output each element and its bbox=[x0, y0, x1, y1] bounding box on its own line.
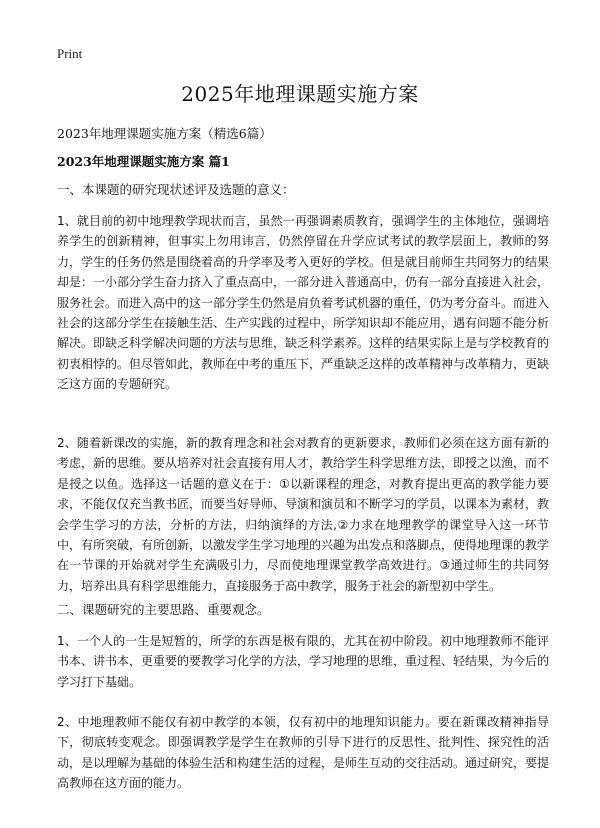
section-2-title: 二、课题研究的主要思路、重要观念。 bbox=[57, 602, 270, 617]
article-heading: 2023年地理课题实施方案 篇1 bbox=[57, 154, 230, 169]
paragraph-4: 2、中地理教师不能仅有初中教学的本领，仅有初中的地理知识能力。要在新课改精神指导下，彻底转变观念。即强调教学是学生在教师的引导下进行的反思性、批判性、探究性的活动，是以理解为基础的体验生活和构建生活的过程，是师生互动的交往活动。通过研究，要提高教师在这方面的能力。 bbox=[57, 715, 550, 791]
document-title: 2025年地理课题实施方案 bbox=[181, 82, 419, 106]
paragraph-2: 2、随着新课改的实施，新的教育理念和社会对教育的更新要求，教师们必须在这方面有新的考虑，新的思维。要从培养对社会直接有用人才，教给学生科学思维方法，即授之以渔，而不是授之以鱼。选择这一话题的意义在于：①以新课程的理念，对教育提出更高的教学能力要求，不能仅仅充当教书匠，而要当好导师、导演和演员和不断学习的学员，以课本为素材，教会学生学习的方法，分析的方法，归纳演绎的方法,②力求在地理教学的课堂导入这一环节中，有所突破，有所创新，以激发学生学习地理的兴趣为出发点和落脚点，使得地理课的教学在一节课的开始就对学生充满吸引力，尽而使地理课堂教学高效进行。③通过师生的共同努力，培养出具有科学思维能力，直接服务于高中教学，服务于社会的新型初中学生。 bbox=[57, 436, 550, 593]
print-link[interactable]: Print bbox=[57, 46, 83, 61]
paragraph-3: 1、一个人的一生是短暂的，所学的东西是极有限的，尤其在初中阶段。初中地理教师不能评书本、讲书本，更重要的要教学习化学的方法，学习地理的思维，重过程、轻结果，为今后的学习打下基础。 bbox=[57, 634, 550, 689]
paragraph-1: 1、就目前的初中地理教学现状而言，虽然一再强调素质教育，强调学生的主体地位，强调培养学生的创新精神，但事实上勿用讳言，仍然停留在升学应试考试的教学层面上，教师的努力，学生的任务仍然是围绕着高的升学率及考入更好的学校。但是就目前师生共同努力的结果却是：一小部分学生奋力挤入了重点高中，一部分进入普通高中，仍有一部分直接进入社会，服务社会。而进入高中的这一部分学生仍然是肩负着考试机器的重任，仍为考分奋斗。而进入社会的这部分学生在接触生活、生产实践的过程中，所学知识却不能应用，遇有问题不能分析解决。即缺乏科学解决问题的方法与思维，缺乏科学素养。这样的结果实际上是与学校教育的初衷相悖的。但尽管如此，教师在中考的重压下，严重缺乏这样的改革精神与改革精力，更缺乏这方面的专题研究。 bbox=[57, 214, 550, 392]
document-subtitle: 2023年地理课题实施方案（精选6篇） bbox=[57, 126, 272, 141]
section-1-title: 一、本课题的研究现状述评及选题的意义： bbox=[57, 182, 295, 197]
